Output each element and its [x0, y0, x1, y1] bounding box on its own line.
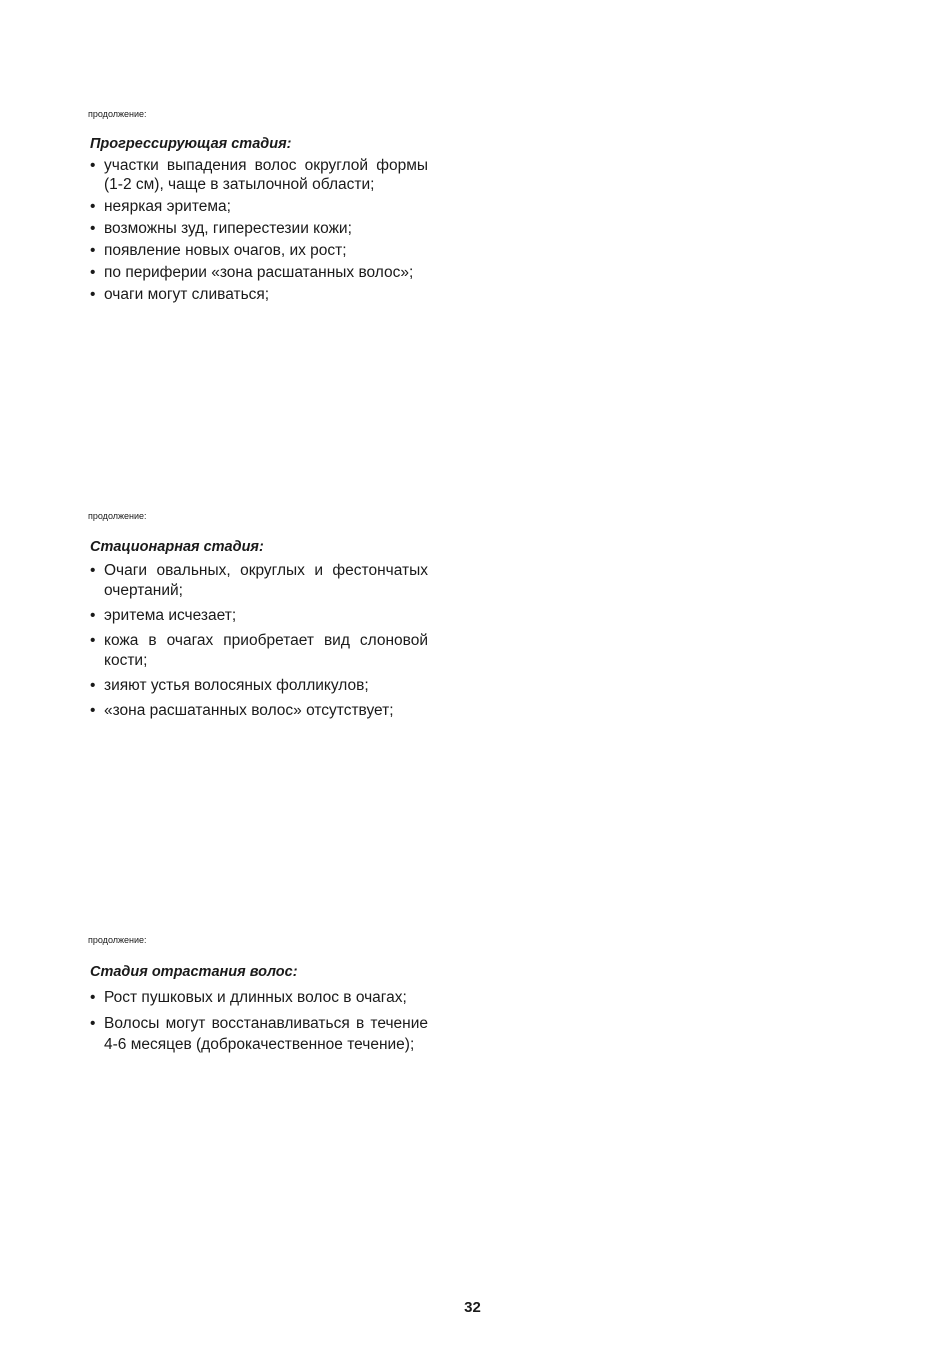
list-item-text: по периферии «зона расшатанных волос»; — [104, 264, 414, 281]
list-item — [88, 156, 428, 194]
section-title: Стадия отрастания волос: — [90, 964, 298, 980]
bullet-list — [88, 156, 428, 304]
bullet-icon: • — [90, 989, 96, 1006]
continuation-label: продолжение: — [88, 935, 147, 945]
bullet-icon: • — [90, 242, 96, 259]
list-item — [88, 219, 428, 238]
bullet-icon: • — [90, 286, 96, 303]
list-item — [88, 263, 428, 282]
list-item-text: появление новых очагов, их рост; — [104, 242, 347, 259]
list-item-text: Очаги овальных, округлых и фестончатых очертаний; — [104, 562, 428, 599]
list-item-text: кожа в очагах приобретает вид слоновой кости; — [104, 632, 428, 669]
list-item — [88, 561, 428, 601]
list-item-text: участки выпадения волос округлой формы (1-2 см), чаще в затылочной области; — [104, 157, 428, 193]
list-item-text: зияют устья волосяных фолликулов; — [104, 677, 369, 694]
list-item — [88, 701, 428, 721]
section-progressive-stage — [88, 108, 428, 307]
list-item-text: Рост пушковых и длинных волос в очагах; — [104, 989, 407, 1006]
list-item-text: неяркая эритема; — [104, 198, 231, 215]
page-number: 32 — [464, 1299, 481, 1316]
section-title: Стационарная стадия: — [90, 539, 264, 555]
list-item-text: Волосы могут восстанавливаться в течение 4-6 месяцев (доброкачественное течение); — [104, 1015, 428, 1053]
bullet-icon: • — [90, 607, 96, 624]
list-item-text: очаги могут сливаться; — [104, 286, 270, 303]
continuation-label: продолжение: — [88, 109, 147, 119]
bullet-list — [88, 987, 428, 1055]
list-item — [88, 285, 428, 304]
list-item — [88, 1013, 428, 1055]
bullet-icon: • — [90, 220, 96, 237]
bullet-icon: • — [90, 677, 96, 694]
section-title: Прогрессирующая стадия: — [90, 136, 292, 152]
bullet-list — [88, 561, 428, 721]
bullet-icon: • — [90, 198, 96, 215]
list-item — [88, 676, 428, 696]
bullet-icon: • — [90, 264, 96, 281]
bullet-icon: • — [90, 562, 96, 579]
list-item — [88, 987, 428, 1008]
list-item-text: «зона расшатанных волос» отсутствует; — [104, 702, 394, 719]
continuation-label: продолжение: — [88, 511, 147, 521]
bullet-icon: • — [90, 702, 96, 719]
list-item — [88, 631, 428, 671]
bullet-icon: • — [90, 1015, 96, 1032]
list-item-text: эритема исчезает; — [104, 607, 237, 624]
bullet-icon: • — [90, 632, 96, 649]
bullet-icon: • — [90, 157, 96, 174]
list-item — [88, 606, 428, 626]
list-item — [88, 241, 428, 260]
section-regrowth-stage — [88, 934, 428, 1060]
list-item — [88, 197, 428, 216]
section-stationary-stage — [88, 510, 428, 726]
list-item-text: возможны зуд, гиперестезии кожи; — [104, 220, 352, 237]
